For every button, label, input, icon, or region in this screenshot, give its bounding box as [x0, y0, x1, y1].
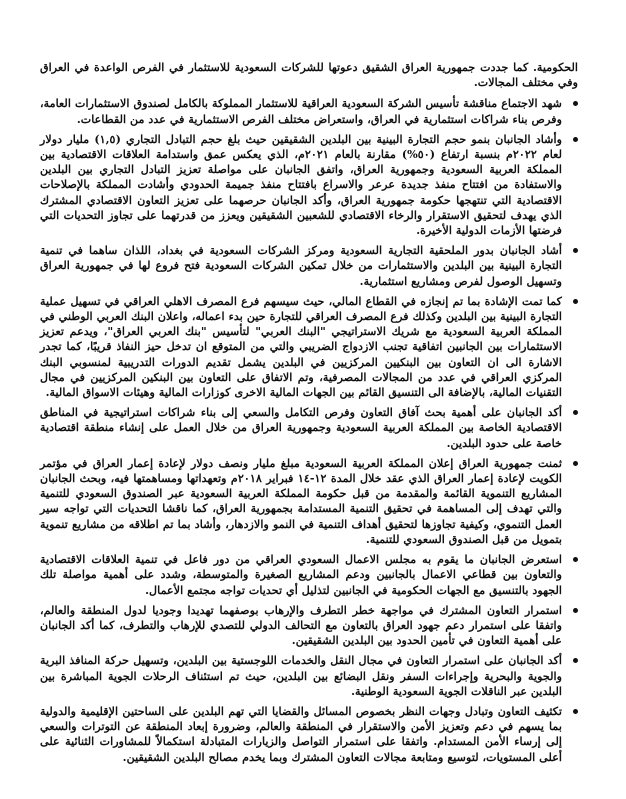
list-item: [40, 603, 578, 649]
list-item: [40, 132, 578, 238]
bullet-icon: [573, 461, 578, 466]
bullet-icon: [573, 709, 578, 714]
list-item: [40, 704, 578, 765]
list-item: [40, 653, 578, 699]
list-item: [40, 243, 578, 289]
bullet-icon: [573, 101, 578, 106]
list-item-text: أكد الجانبان على استمرار التعاون في مجال النقل والخدمات اللوجستية بين البلدين، وتسهيل حركة المنافذ البرية والجوية والبحرية وإجراءات السفر ونقل البضائع بين البلدين، حيث تم استئناف الرحلات الجوية المباشرة بين البلدين عبر الناقلات الجوية السعودية الوطنية.: [40, 653, 562, 698]
list-item: [40, 552, 578, 598]
list-item-text: استعرض الجانبان ما يقوم به مجلس الاعمال السعودي العراقي من دور فاعل في تنمية العلاقات الاقتصادية والتعاون بين قطاعي الاعمال بالجانبين ودعم المشاريع الصغيرة والمتوسطة، وشدد على أهمية مواصلة تلك الجهود بالتنسيق مع الجهات الحكومية في الجانبين لتذليل أي تحديات تواجه مجتمع الأعمال.: [40, 552, 562, 597]
list-item-text: استمرار التعاون المشترك في مواجهة خطر التطرف والإرهاب بوصفهما تهديدا وجوديا لدول المنطقة والعالم، واتفقا على استمرار دعم جهود العراق بالتعاون مع التحالف الدولي للتصدي للإرهاب والتطرف، كما أكد الجانبان على أهمية التعاون في تأمين الحدود بين البلدين الشقيقين.: [40, 602, 562, 648]
bullet-icon: [573, 248, 578, 253]
list-item: [40, 96, 578, 126]
list-item-text: ثمنت جمهورية العراق إعلان المملكة العربية السعودية مبلغ مليار ونصف دولار لإعادة إعمار العراق في مؤتمر الكويت لإعادة إعمار العراق الذي عقد خلال المدة ١٢-١٤ فبراير ٢٠١٨م وتعهداتها ومساهمتها فيه، وبحث الجانبان المشاريع التنموية القائمة والمقدمة من قبل حكومة المملكة العربية السعودية عبر الصندوق السعودي للتنمية والتي تهدف إلى المساهمة في تحقيق التنمية المستدامة بجمهورية العراق، كما ناقشا التحديات التي تواجه سير العمل التنموي، وكيفية تجاوزها لتحقيق أهداف التنمية في النمو والازدهار، وأشاد بما تم اطلاقه من مشاريع تنموية بتمويل من قبل الصندوق السعودي للتنمية.: [40, 455, 562, 546]
list-item-text: شهد الاجتماع مناقشة تأسيس الشركة السعودية العراقية للاستثمار المملوكة بالكامل لصندوق الاستثمارات العامة، وفرص بناء شراكات استثمارية في العراق، واستعراض مختلف الفرص الاستثمارية في عدد من القطاعات.: [40, 96, 562, 126]
bullet-icon: [573, 299, 578, 304]
bullet-icon: [573, 557, 578, 562]
bullet-icon: [573, 410, 578, 415]
bullet-list: [40, 96, 578, 764]
list-item: [40, 405, 578, 451]
list-item: [40, 294, 578, 400]
intro-paragraph: الحكومية. كما جددت جمهورية العراق الشقيق دعوتها للشركات السعودية للاستثمار في الفرص الواعدة في العراق وفي مختلف المجالات.: [40, 60, 578, 90]
bullet-icon: [573, 137, 578, 142]
list-item-text: كما تمت الإشادة بما تم إنجازه في القطاع المالي، حيث سيسهم فرع المصرف الاهلي العراقي في تسهيل عملية التجارة البينية بين البلدين وكذلك فرع المصرف العراقي للتجارة حين بدء اعماله، واعلان البنك العربي الوطني في المملكة العربية السعودية مع شريك الاستراتيجي "البنك العربي" لتأسيس "بنك العربي العراق"، ويدعم تعزيز الاستثمارات بين الجانبين اتفاقية تجنب الازدواج الضريبي والتي من المتوقع ان تدخل حيز النفاذ قريبًا، كما تجدر الاشارة الى ان التعاون بين البنكيين المركزيين في البلدين يشمل تقديم الدورات التدريبية لمنسوبي البنك المركزي العراقي في عدد من المجالات المصرفية، وتم الاتفاق على التعاون بين البنكين المركزيين في مجال التقنيات المالية، بالإضافة الى التنسيق القائم بين الجهات المالية الاخرى كوزارات المالية وهيئات الاسواق المالية.: [40, 293, 562, 400]
list-item-text: أكد الجانبان على أهمية بحث آفاق التعاون وفرص التكامل والسعي إلى بناء شراكات استراتيجية في المناطق الاقتصادية الخاصة بين المملكة العربية السعودية وجمهورية العراق من خلال العمل على إنشاء منطقة اقتصادية خاصة على حدود البلدين.: [40, 405, 562, 450]
list-item-text: وأشاد الجانبان بنمو حجم التجارة البينية بين البلدين الشقيقين حيث بلغ حجم التبادل التجاري (١,٥) مليار دولار لعام ٢٠٢٢م بنسبة ارتفاع (٥٠%) مقارنة بالعام ٢٠٢١م، الذي يعكس عمق واستدامة العلاقات الاقتصادية بين المملكة العربية السعودية وجمهورية العراق، واتفق الجانبان على مواصلة تعزيز التبادل التجاري بين البلدين والاستفادة من افتتاح منفذ جديدة عرعر والاسراع بافتتاح منفذ جميمة الحدودي وأشادت المملكة بالإصلاحات الاقتصادية التي تنتهجها حكومة جمهورية العراق، وأكد الجانبان حرصهما على تعزيز التعاون الاقتصادي المشترك الذي يهدف لتحقيق الاستقرار والرخاء الاقتصادي للشعبين الشقيقين ويعزز من قدرتهما على تجاوز التحديات التي فرضتها الأزمات الدولية الأخيرة.: [40, 131, 562, 238]
bullet-icon: [573, 658, 578, 663]
list-item: [40, 456, 578, 547]
bullet-icon: [573, 608, 578, 613]
list-item-text: تكثيف التعاون وتبادل وجهات النظر بخصوص المسائل والقضايا التي تهم البلدين على الساحتين الإقليمية والدولية بما يسهم في دعم وتعزيز الأمن والاستقرار في المنطقة والعالم، وضرورة إبعاد المنطقة عن التوترات والسعي إلى إرساء الأمن المستدام. واتفقا على استمرار التواصل والزيارات المتبادلة استكمالاً للمشاورات الثنائية على أعلى المستويات، لتوسيع ومتابعة مجالات التعاون المشترك وبما يخدم مصالح البلدين الشقيقين.: [40, 703, 562, 764]
list-item-text: أشاد الجانبان بدور الملحقية التجارية السعودية ومركز الشركات السعودية في بغداد، اللذان ساهما في تنمية التجارة البينية بين البلدين والاستثمارات من خلال تمكين الشركات السعودية فتح فروع لها في جمهورية العراق وتسهيل الوصول لفرص ومشاريع استثمارية.: [40, 243, 562, 288]
